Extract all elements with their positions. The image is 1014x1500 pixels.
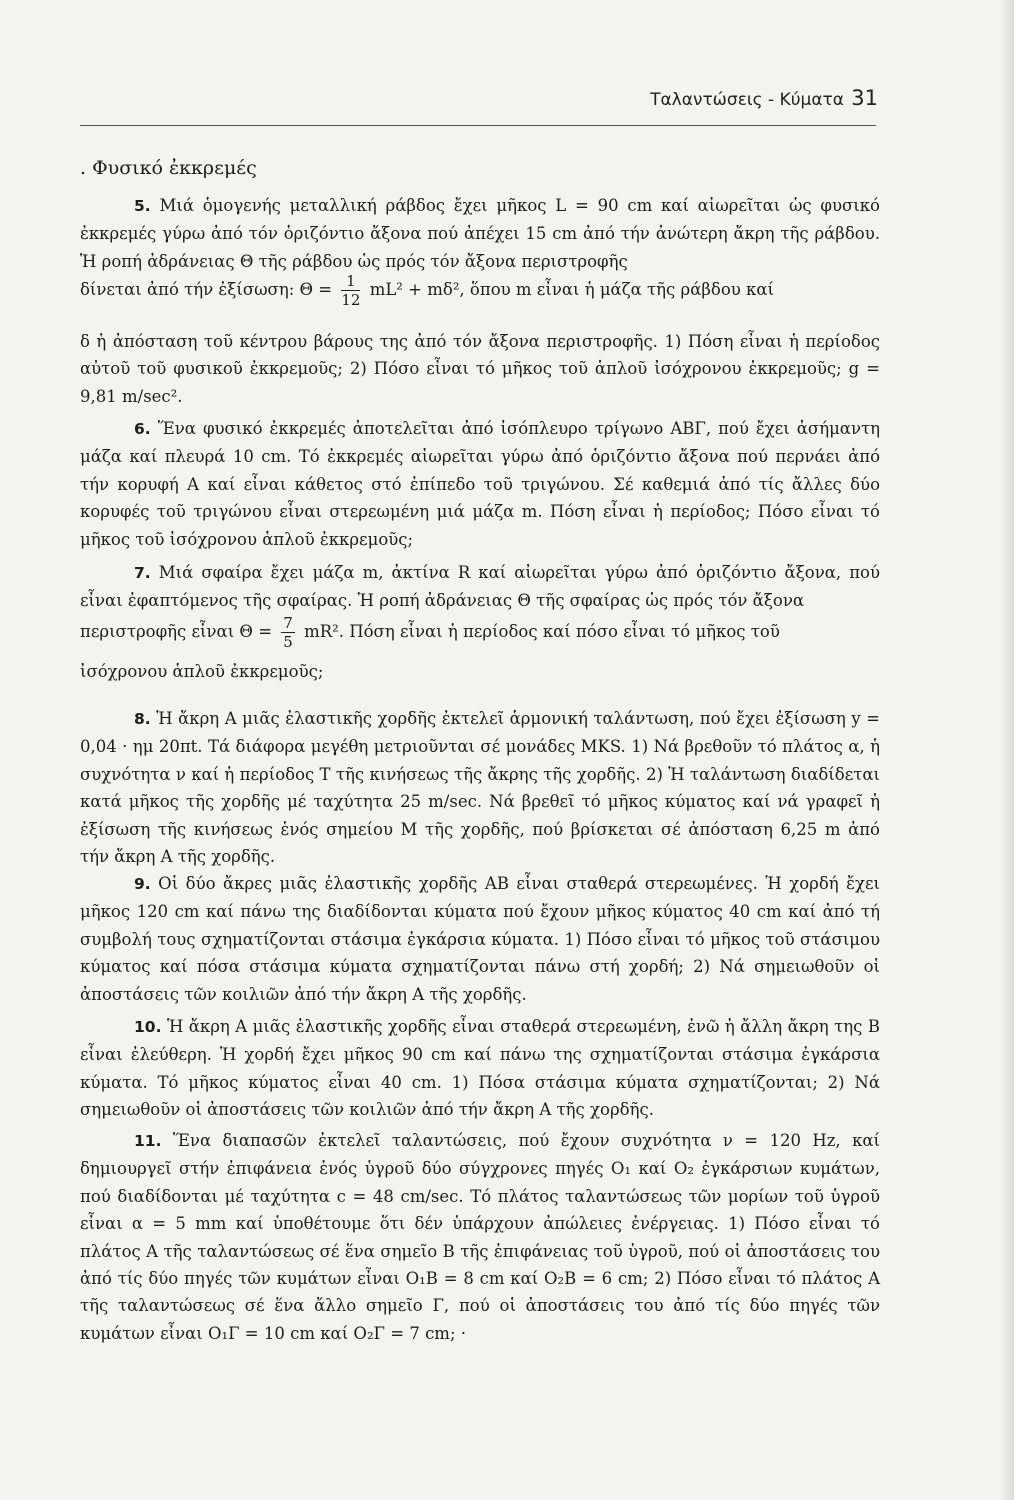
fraction-seven-fifths bbox=[281, 614, 295, 651]
header-title: Ταλαντώσεις - Κύματα bbox=[650, 90, 844, 110]
fraction-denominator: 5 bbox=[283, 633, 293, 651]
problem-11 bbox=[80, 1127, 880, 1347]
fraction-denominator: 12 bbox=[341, 291, 361, 309]
fraction-one-twelfth bbox=[341, 272, 360, 309]
problem-text: Οἱ δύο ἄκρες μιᾶς ἐλαστικῆς χορδῆς ΑΒ εἶναι σταθερά στερεωμένες. Ἡ χορδή ἔχει μῆκος 120 cm καί πάνω της διαδίδονται κύματα πού ἔχουν μῆκος κύματος 40 cm καί ἀπό τή συμβολή τους σχηματίζονται στάσιμα ἐγκάρσια κύματα. 1) Πόσο εἶναι τό μῆκος τοῦ στάσιμου κύματος καί πόσα στάσιμα κύματα σχηματίζονται πάνω στή χορδή; 2) Νά σημειωθοῦν οἱ ἀποστάσεις τῶν κοιλιῶν ἀπό τήν ἄκρη Α τῆς χορδῆς. bbox=[80, 874, 881, 1004]
problem-10 bbox=[80, 1013, 880, 1124]
problem-9 bbox=[80, 870, 880, 1008]
problem-text: Ἡ ἄκρη Α μιᾶς ἐλαστικῆς χορδῆς ἐκτελεῖ ἁρμονική ταλάντωση, πού ἔχει ἐξίσωση y = 0,04 · ημ 20πt. Τά διάφορα μεγέθη μετριοῦνται σέ μονάδες MKS. 1) Νά βρεθοῦν τό πλάτος α, ἡ συχνότητα ν καί ἡ περίοδος Τ τῆς κινήσεως τῆς ἄκρης τῆς χορδῆς. 2) Ἡ ταλάντωση διαδίδεται κατά μῆκος τῆς χορδῆς μέ ταχύτητα 25 m/sec. Νά βρεθεῖ τό μῆκος κύματος καί νά γραφεῖ ἡ ἐξίσωση τῆς κινήσεως ἑνός σημείου Μ τῆς χορδῆς, πού βρίσκεται σέ ἀπόσταση 6,25 m ἀπό τήν ἄκρη Α τῆς χορδῆς. bbox=[80, 709, 881, 867]
formula-suffix: mR². Πόση εἶναι ἡ περίοδος καί πόσο εἶναι τό μῆκος τοῦ bbox=[304, 622, 780, 641]
problem-number: 11. bbox=[134, 1132, 162, 1150]
problem-number: 5. bbox=[134, 197, 151, 215]
problem-text: Ἡ ἄκρη Α μιᾶς ἐλαστικῆς χορδῆς εἶναι σταθερά στερεωμένη, ἐνῶ ἡ ἄλλη ἄκρη της Β εἶναι ἐλεύθερη. Ἡ χορδή ἔχει μῆκος 90 cm καί πάνω της σχηματίζονται στάσιμα ἐγκάρσια κύματα. Τό μῆκος κύματος εἶναι 40 cm. 1) Πόσα στάσιμα κύματα σχηματίζονται; 2) Νά σημειωθοῦν οἱ ἀποστάσεις τῶν κοιλιῶν ἀπό τήν ἄκρη Α τῆς χορδῆς. bbox=[80, 1017, 880, 1120]
page-number: 31 bbox=[851, 86, 878, 110]
problem-5-part1 bbox=[80, 192, 880, 275]
problem-text: Ἕνα διαπασῶν ἐκτελεῖ ταλαντώσεις, πού ἔχουν συχνότητα ν = 120 Hz, καί δημιουργεῖ στήν ἐπιφάνεια ἑνός ὑγροῦ δύο σύγχρονες πηγές O₁ καί O₂ ἐγκάρσιων κυμάτων, πού διαδίδονται μέ ταχύτητα c = 48 cm/sec. Τό πλάτος ταλαντώσεως τῶν μορίων τοῦ ὑγροῦ εἶναι α = 5 mm καί ὑποθέτουμε ὅτι δέν ὑπάρχουν ἀπώλειες ἐνέργειας. 1) Πόσο εἶναι τό πλάτος Α τῆς ταλαντώσεως σέ ἕνα σημεῖο Β τῆς ἐπιφάνειας τοῦ ὑγροῦ, πού οἱ ἀποστάσεις του ἀπό τίς δύο πηγές τῶν κυμάτων εἶναι O₁B = 8 cm καί O₂B = 6 cm; 2) Πόσο εἶναι τό πλάτος Α τῆς ταλαντώσεως σέ ἕνα ἄλλο σημεῖο Γ, πού οἱ ἀποστάσεις του ἀπό τίς δύο πηγές τῶν κυμάτων εἶναι O₁Γ = 10 cm καί O₂Γ = 7 cm; · bbox=[80, 1131, 880, 1343]
formula-prefix: δίνεται ἀπό τήν ἐξίσωση: Θ = bbox=[80, 280, 333, 299]
running-header bbox=[618, 88, 878, 118]
problem-7-formula bbox=[80, 614, 880, 651]
problem-text: ἰσόχρονου ἁπλοῦ ἐκκρεμοῦς; bbox=[80, 662, 324, 681]
problem-number: 8. bbox=[134, 710, 151, 728]
fraction-numerator: 1 bbox=[341, 272, 360, 291]
page-edge-shadow bbox=[1000, 0, 1014, 1500]
problem-number: 9. bbox=[134, 875, 151, 893]
problem-number: 7. bbox=[134, 564, 151, 582]
problem-text: Μιά ὁμογενής μεταλλική ράβδος ἔχει μῆκος L = 90 cm καί αἰωρεῖται ὡς φυσικό ἐκκρεμές γύρω ἀπό τόν ὁριζόντιο ἄξονα πού ἀπέχει 15 cm ἀπό τήν ἀνώτερη ἄκρη τῆς ράβδου. Ἡ ροπή ἀδράνειας Θ τῆς ράβδου ὡς πρός τόν ἄξονα περιστροφῆς bbox=[80, 196, 880, 271]
header-rule bbox=[80, 125, 876, 126]
problem-8 bbox=[80, 705, 880, 870]
section-title: . Φυσικό ἐκκρεμές bbox=[80, 157, 257, 179]
problem-number: 10. bbox=[134, 1018, 162, 1036]
problem-text: δ ἡ ἀπόσταση τοῦ κέντρου βάρους της ἀπό τόν ἄξονα περιστροφῆς. 1) Πόση εἶναι ἡ περίοδος αὐτοῦ τοῦ φυσικοῦ ἐκκρεμοῦς; 2) Πόσο εἶναι τό μῆκος τοῦ ἁπλοῦ ἰσόχρονου ἐκκρεμοῦς; g = 9,81 m/sec². bbox=[80, 332, 880, 406]
problem-text: Ἕνα φυσικό ἐκκρεμές ἀποτελεῖται ἀπό ἰσόπλευρο τρίγωνο ΑΒΓ, πού ἔχει ἀσήμαντη μάζα καί πλευρά 10 cm. Τό ἐκκρεμές αἰωρεῖται γύρω ἀπό ὁριζόντιο ἄξονα πού περνάει ἀπό τήν κορυφή Α καί εἶναι κάθετος στό ἐπίπεδο τοῦ τριγώνου. Σέ καθεμιά ἀπό τίς ἄλλες δύο κορυφές τοῦ τριγώνου εἶναι στερεωμένη μιά μάζα m. Πόση εἶναι ἡ περίοδος; Πόσο εἶναι τό μῆκος τοῦ ἰσόχρονου ἁπλοῦ ἐκκρεμοῦς; bbox=[80, 419, 880, 549]
formula-suffix: mL² + mδ², ὅπου m εἶναι ἡ μάζα τῆς ράβδου καί bbox=[369, 280, 774, 299]
problem-text: Μιά σφαίρα ἔχει μάζα m, ἀκτίνα R καί αἰωρεῖται γύρω ἀπό ὁριζόντιο ἄξονα, πού εἶναι ἐφαπτόμενος τῆς σφαίρας. Ἡ ροπή ἀδράνειας Θ τῆς σφαίρας ὡς πρός τόν ἄξονα bbox=[80, 563, 880, 611]
problem-5-formula bbox=[80, 272, 880, 309]
fraction-numerator: 7 bbox=[283, 614, 293, 632]
problem-6 bbox=[80, 415, 880, 553]
problem-5-part2 bbox=[80, 328, 880, 410]
problem-7-part2 bbox=[80, 658, 880, 685]
formula-prefix: περιστροφῆς εἶναι Θ = bbox=[80, 622, 273, 641]
problem-number: 6. bbox=[134, 420, 151, 438]
problem-7-part1 bbox=[80, 559, 880, 615]
